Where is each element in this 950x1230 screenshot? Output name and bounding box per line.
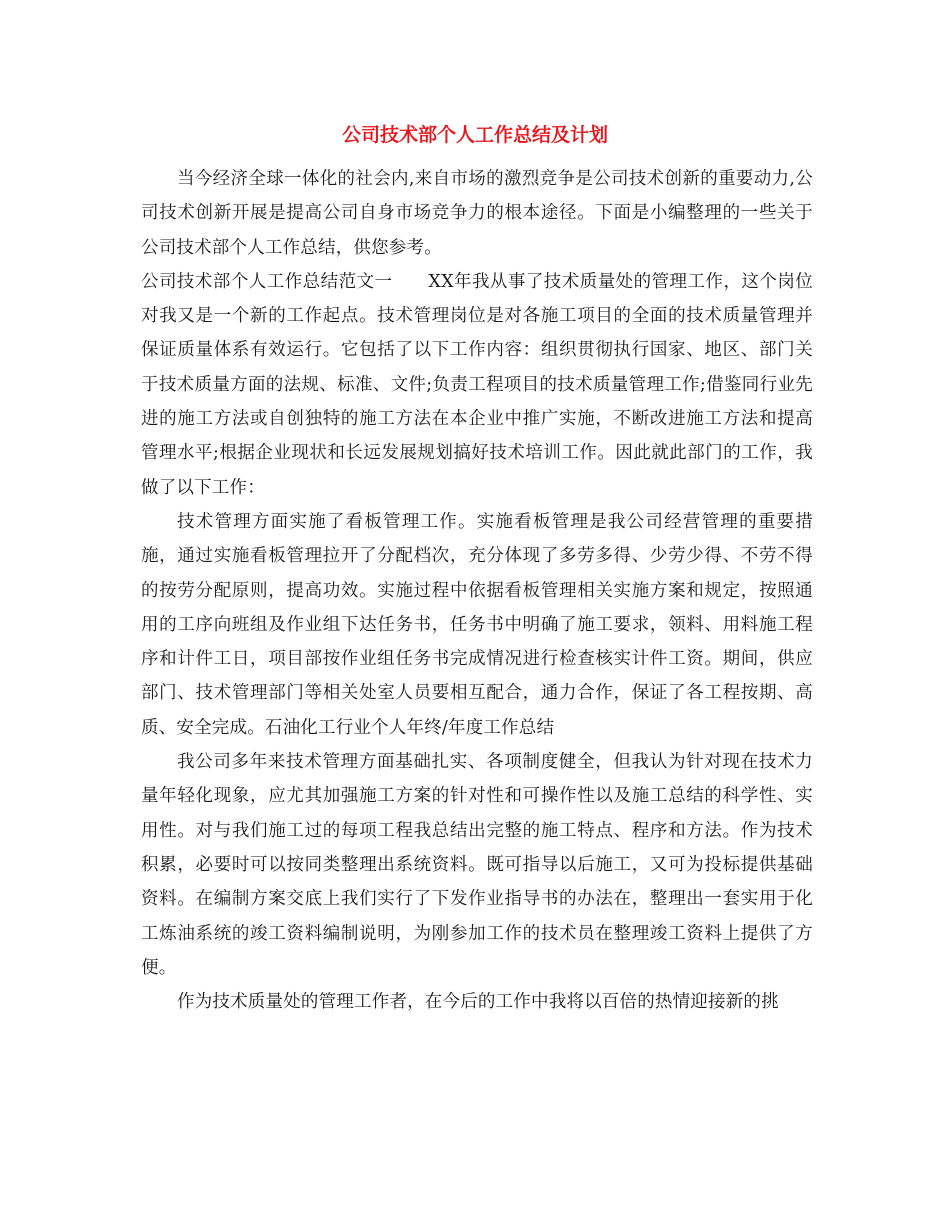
document-title: 公司技术部个人工作总结及计划 bbox=[341, 124, 608, 146]
paragraph-kanban-management: 技术管理方面实施了看板管理工作。实施看板管理是我公司经营管理的重要措施，通过实施看板管理拉开了分配档次，充分体现了多劳多得、少劳少得、不劳不得的按劳分配原则，提高功效。实施过程中依据看板管理相关实施方案和规定，按照通用的工序向班组及作业组下达任务书，任务书中明确了施工要求，领料、用料施工程序和计件工日，项目部按作业组任务书完成情况进行检查核实计件工资。期间，供应部门、技术管理部门等相关处室人员要相互配合，通力合作，保证了各工程按期、高质、安全完成。石油化工行业个人年终/年度工作总结 bbox=[141, 511, 813, 738]
paragraph-sample-one: 公司技术部个人工作总结范文一 XX年我从事了技术质量处的管理工作，这个岗位对我又是一个新的工作起点。技术管理岗位是对各施工项目的全面的技术质量管理并保证质量体系有效运行。它包括了以下工作内容：组织贯彻执行国家、地区、部门关于技术质量方面的法规、标准、文件;负责工程项目的技术质量管理工作;借鉴同行业先进的施工方法或自创独特的施工方法在本企业中推广实施，不断改进施工方法和提高管理水平;根据企业现状和长远发展规划搞好技术培训工作。因此就此部门的工作，我做了以下工作： bbox=[141, 271, 813, 498]
document-body bbox=[141, 162, 813, 1019]
paragraph-intro: 当今经济全球一体化的社会内,来自市场的激烈竞争是公司技术创新的重要动力,公司技术创新开展是提高公司自身市场竞争力的根本途径。下面是小编整理的一些关于公司技术部个人工作总结，供您参考。 bbox=[141, 169, 813, 258]
paragraph-technical-foundation: 我公司多年来技术管理方面基础扎实、各项制度健全，但我认为针对现在技术力量年轻化现象，应尤其加强施工方案的针对性和可操作性以及施工总结的科学性、实用性。对与我们施工过的每项工程我总结出完整的施工特点、程序和方法。作为技术积累，必要时可以按同类整理出系统资料。既可指导以后施工，又可为投标提供基础资料。在编制方案交底上我们实行了下发作业指导书的办法在，整理出一套实用于化工炼油系统的竣工资料编制说明，为刚参加工作的技术员在整理竣工资料上提供了方便。 bbox=[141, 752, 813, 978]
paragraph-future-work: 作为技术质量处的管理工作者，在今后的工作中我将以百倍的热情迎接新的挑 bbox=[177, 992, 779, 1013]
